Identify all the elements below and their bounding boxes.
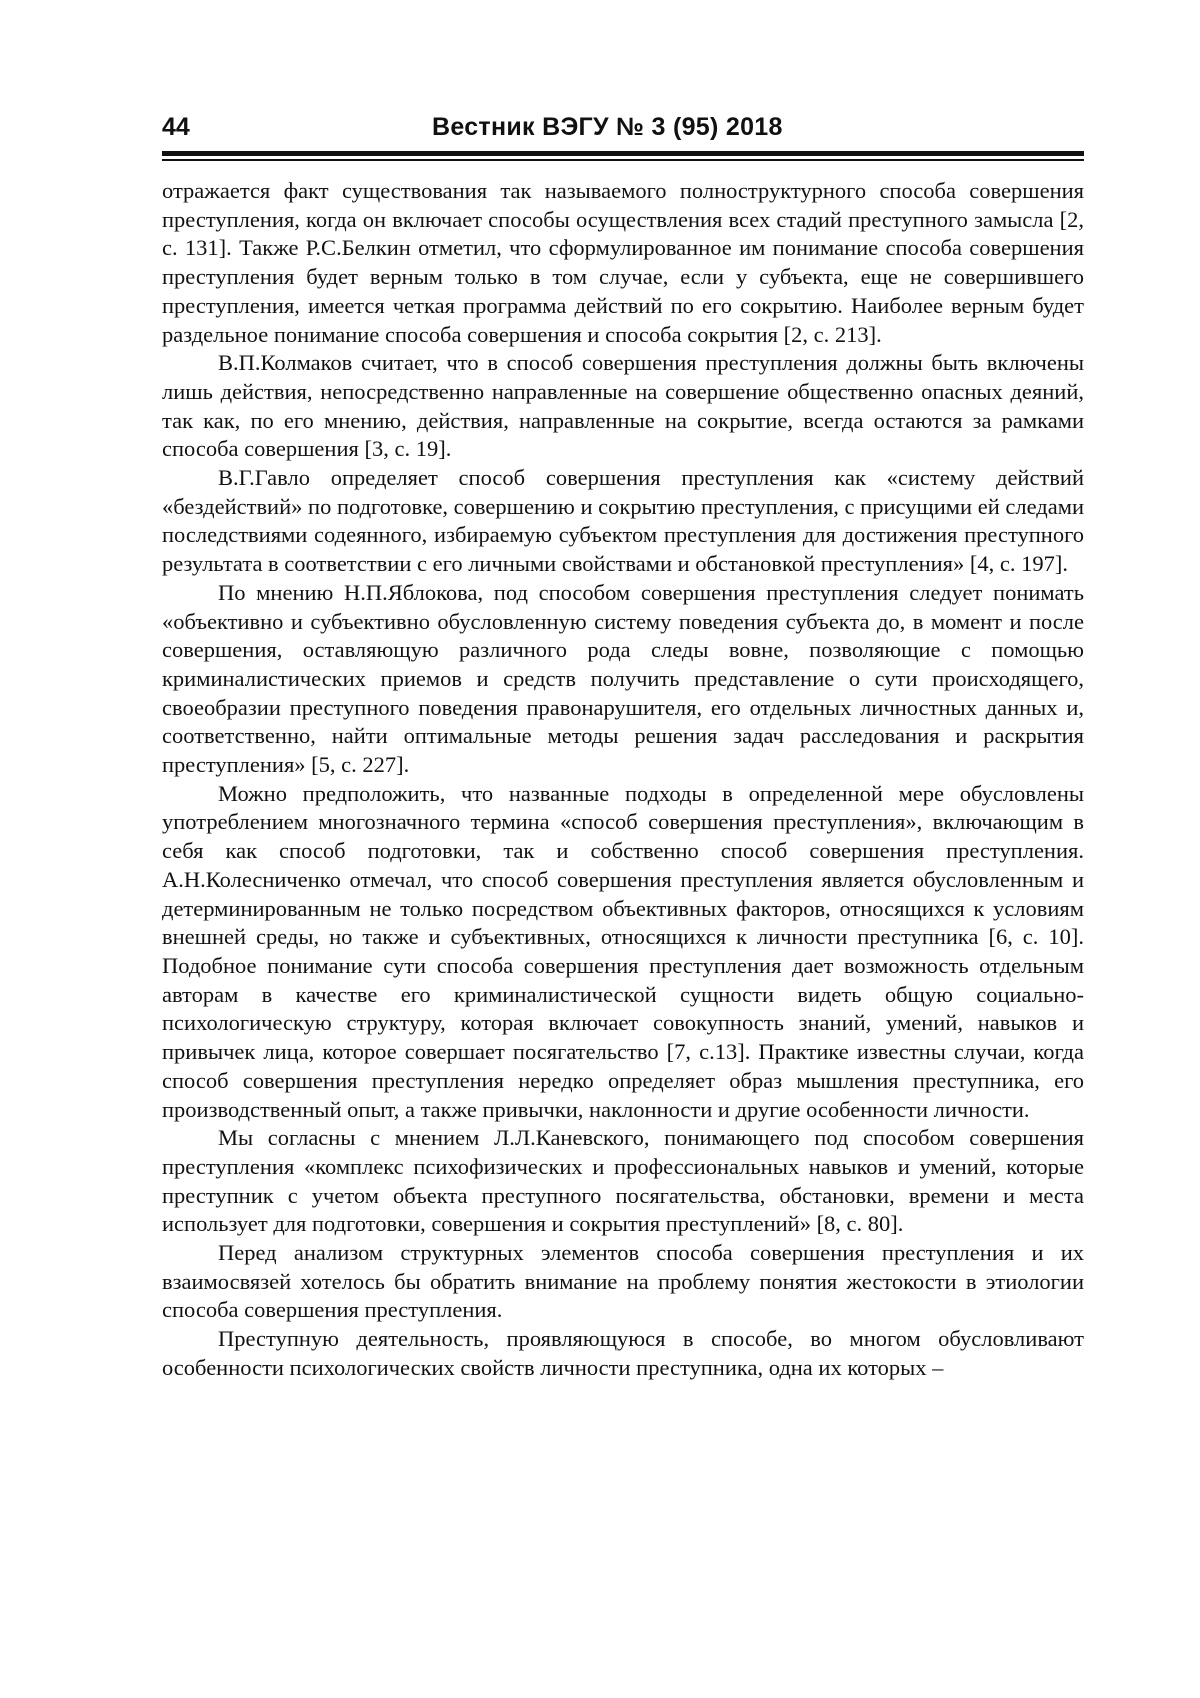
paragraph-kanevsky: Мы согласны с мнением Л.Л.Каневского, понимающего под способом совершения преступления «комплекс психофизических и профессиональных навыков и умений, которые преступник с учетом объекта преступного посягательства, обстановки, времени и места использует для подготовки, совершения и сокрытия преступлений» [8, с. 80]. [162, 1125, 1084, 1237]
paragraph-kolmakov: В.П.Колмаков считает, что в способ совершения преступления должны быть включены лишь действия, непосредственно направленные на совершение общественно опасных деяний, так как, по его мнению, действия, направленные на сокрытие, всегда остаются за рамками способа совершения [3, с. 19]. [162, 350, 1084, 462]
paragraph-approaches: Можно предположить, что названные подходы в определенной мере обусловлены употреблением многозначного термина «способ совершения преступления», включающим в себя как способ подготовки, так и собственно способ совершения преступления. А.Н.Колесниченко отмечал, что способ совершения преступления является обусловленным и детерминированным не только посредством объективных факторов, относящихся к условиям внешней среды, но также и субъективных, относящихся к личности преступника [6, с. 10]. Подобное понимание сути способа совершения преступления дает возможность отдельным авторам в качестве его криминалистической сущности видеть общую социально-психологическую структуру, которая включает совокупность знаний, умений, навыков и привычек лица, которое совершает посягательство [7, с.13]. Практике известны случаи, когда способ совершения преступления нередко определяет образ мышления преступника, его производственный опыт, а также привычки, наклонности и другие особенности личности. [162, 780, 1084, 1122]
paragraph-continuation: отражается факт существования так называемого полноструктурного способа совершения преступления, когда он включает способы осуществления всех стадий преступного замысла [2, с. 131]. Также Р.С.Белкин отметил, что сформулированное им понимание способа совершения преступления будет верным только в том случае, если у субъекта, еще не совершившего преступления, имеется четкая программа действий по его сокрытию. Наиболее верным будет раздельное понимание способа совершения и способа сокрытия [2, с. 213]. [162, 178, 1084, 347]
article-body [162, 177, 1084, 1383]
paragraph-cruelty: Перед анализом структурных элементов способа совершения преступления и их взаимосвязей хотелось бы обратить внимание на проблему понятия жестокости в этиологии способа совершения преступления. [162, 1240, 1084, 1323]
header-rule-thick [162, 151, 1084, 156]
page-header [162, 112, 1084, 152]
paragraph-yablokov: По мнению Н.П.Яблокова, под способом совершения преступления следует понимать «объективно и субъективно обусловленную систему поведения субъекта до, в момент и после совершения, оставляющую различного рода следы вовне, позволяющие с помощью криминалистических приемов и средств получить представление о сути происходящего, своеобразии преступного поведения правонарушителя, его отдельных личностных данных и, соответственно, найти оптимальные методы решения задач расследования и раскрытия преступления» [5, с. 227]. [162, 579, 1084, 778]
paragraph-criminal-activity: Преступную деятельность, проявляющуюся в способе, во многом обусловливают особенности психологических свойств личности преступника, одна их которых – [162, 1326, 1084, 1380]
journal-title: Вестник ВЭГУ № 3 (95) 2018 [432, 113, 783, 141]
page-number: 44 [162, 113, 190, 141]
paragraph-gavlo: В.Г.Гавло определяет способ совершения преступления как «систему действий «бездействий» по подготовке, совершению и сокрытию преступления, с присущими ей следами последствиями содеянного, избираемую субъектом преступления для достижения преступного результата в соответствии с его личными свойствами и обстановкой преступления» [4, с. 197]. [162, 465, 1084, 577]
header-rule-thin [162, 159, 1084, 161]
